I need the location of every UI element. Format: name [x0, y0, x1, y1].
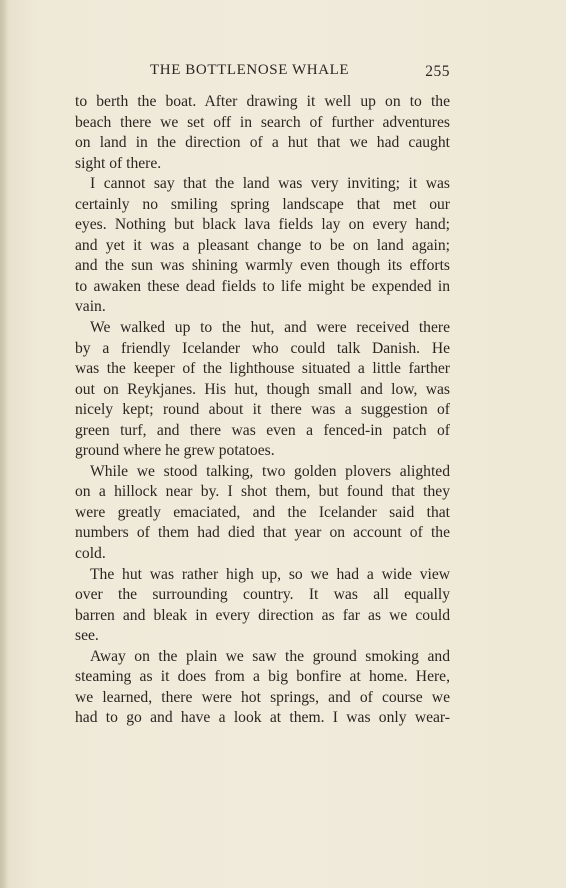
gutter-shadow [0, 0, 8, 888]
text-line: numbers of them had died that year on account of the [75, 524, 450, 542]
text-line: by a friendly Icelander who could talk Danish. He [75, 339, 450, 357]
text-line: beach there we set off in search of further adventures [75, 113, 450, 131]
text-line: on land in the direction of a hut that we had caught [75, 134, 450, 152]
text-line: had to go and have a look at them. I was only wear- [75, 709, 450, 727]
text-line: We walked up to the hut, and were received there [90, 319, 450, 337]
text-line: and yet it was a pleasant change to be on land again; [75, 236, 450, 254]
text-line: certainly no smiling spring landscape that met our [75, 195, 450, 213]
text-line: I cannot say that the land was very inviting; it was [90, 175, 450, 193]
text-line: and the sun was shining warmly even though its efforts [75, 257, 450, 275]
text-line: we learned, there were hot springs, and of course we [75, 688, 450, 706]
running-head [75, 62, 450, 84]
text-line: sight of there. [75, 154, 162, 172]
text-line: steaming as it does from a big bonfire at home. Here, [75, 668, 450, 686]
text-line: The hut was rather high up, so we had a wide view [90, 565, 450, 583]
text-line: to awaken these dead fields to life might be expended in [75, 277, 450, 295]
text-line: to berth the boat. After drawing it well up on to the [75, 93, 450, 110]
text-line: vain. [75, 298, 106, 316]
text-line: see. [75, 627, 99, 645]
text-line: ground where he grew potatoes. [75, 442, 275, 460]
running-title: THE BOTTLENOSE WHALE [150, 62, 350, 78]
text-line: Away on the plain we saw the ground smoking and [90, 647, 450, 665]
text-line: While we stood talking, two golden plovers alighted [90, 462, 450, 480]
page-number: 255 [425, 63, 450, 80]
text-line: eyes. Nothing but black lava fields lay on every hand; [75, 216, 450, 234]
body-text [75, 92, 450, 729]
text-line: on a hillock near by. I shot them, but found that they [75, 483, 450, 501]
text-line: barren and bleak in every direction as far as we could [75, 606, 450, 624]
text-line: were greatly emaciated, and the Icelander said that [75, 503, 450, 521]
text-line: over the surrounding country. It was all equally [75, 586, 450, 604]
text-line: was the keeper of the lighthouse situated a little farther [75, 360, 450, 378]
text-line: out on Reykjanes. His hut, though small and low, was [75, 380, 450, 398]
text-line: cold. [75, 545, 106, 563]
text-line: nicely kept; round about it there was a suggestion of [75, 401, 450, 419]
text-line: green turf, and there was even a fenced-in patch of [75, 421, 450, 439]
